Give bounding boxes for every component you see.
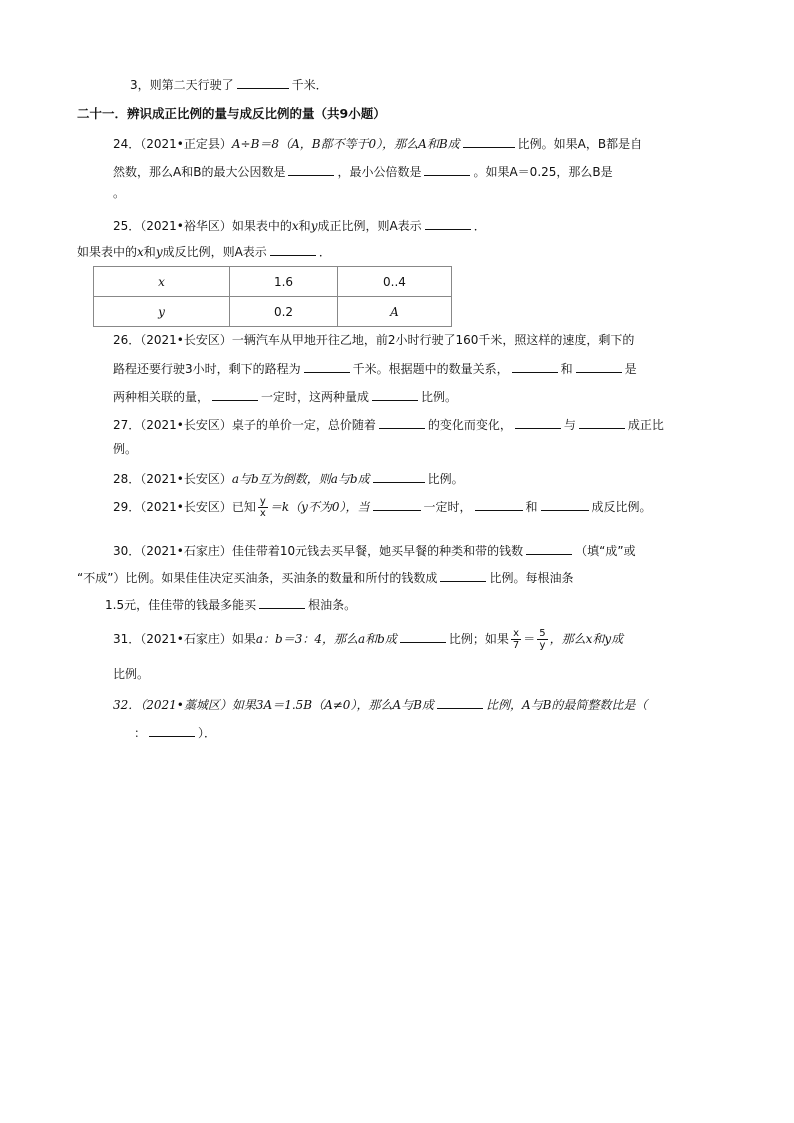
question-26-line-1: 26．（2021•长安区）一辆汽车从甲地开往乙地，前2小时行驶了160千米，照这样的速度，剩下的 xyxy=(113,333,635,347)
answer-blank[interactable] xyxy=(424,161,470,176)
answer-blank[interactable] xyxy=(475,496,523,511)
question-27-line-1: 27．（2021•长安区）桌子的单价一定，总价随着 的变化而变化， 与 成正比 xyxy=(113,414,664,433)
answer-blank[interactable] xyxy=(379,414,425,429)
answer-blank[interactable] xyxy=(541,496,589,511)
section-heading: 二十一．辨识成正比例的量与成反比例的量（共9小题） xyxy=(77,106,386,121)
answer-blank[interactable] xyxy=(440,567,486,582)
question-28-line: 28．（2021•长安区）a与b互为倒数，则a与b成 比例。 xyxy=(113,468,464,487)
question-30-line-2: “不成”）比例。如果佳佳决定买油条，买油条的数量和所付的钱数成 比例。每根油条 xyxy=(77,567,573,586)
answer-blank[interactable] xyxy=(425,215,471,230)
fraction-x-over-7: $\frac{x}{7}$ xyxy=(512,628,520,651)
answer-blank[interactable] xyxy=(237,74,289,89)
table-cell: 0..4 xyxy=(338,267,452,297)
question-31-line-2: 比例。 xyxy=(113,667,150,681)
answer-blank[interactable] xyxy=(463,133,515,148)
answer-blank[interactable] xyxy=(288,161,334,176)
answer-blank[interactable] xyxy=(373,496,421,511)
question-30-line-1: 30．（2021•石家庄）佳佳带着10元钱去买早餐，她买早餐的种类和带的钱数 （填“成”或 xyxy=(113,540,636,559)
answer-blank[interactable] xyxy=(270,241,316,256)
answer-blank[interactable] xyxy=(437,694,483,709)
question-24-line-2: 然数，那么A和B的最大公因数是 ，最小公倍数是 。如果A＝0.25，那么B是 xyxy=(113,161,613,180)
question-32-line-1: 32．（2021•藁城区）如果3A＝1.5B（A≠0），那么A与B成 比例，A与B的最简整数比是（ xyxy=(113,694,647,713)
table-cell: 1.6 xyxy=(230,267,338,297)
question-26-line-3: 两种相关联的量， 一定时，这两种量成 比例。 xyxy=(113,386,457,405)
answer-blank[interactable] xyxy=(304,358,350,373)
table-row xyxy=(94,297,452,327)
question-26-line-2: 路程还要行驶3小时，剩下的路程为 千米。根据题中的数量关系， 和 是 xyxy=(113,358,637,377)
answer-blank[interactable] xyxy=(576,358,622,373)
answer-blank[interactable] xyxy=(515,414,561,429)
table-cell: A xyxy=(338,297,452,327)
text-line: 3，则第二天行驶了 千米． xyxy=(130,74,328,93)
question-32-line-2: ： ）． xyxy=(134,722,216,741)
table-cell: 0.2 xyxy=(230,297,338,327)
question-29-line: 29．（2021•长安区）已知 $\frac{y}{x}$ ＝k（y不为0），当 一定时， 和 成反比例。 xyxy=(113,496,652,519)
fraction-y-over-x: $\frac{y}{x}$ xyxy=(259,496,266,519)
question-31-line-1: 31．（2021•石家庄）如果a：b＝3：4，那么a和b成 比例；如果 $\frac{x}{7}$ ＝ $\frac{5}{y}$ ，那么x和y成 xyxy=(113,628,624,651)
question-24-line-3: 。 xyxy=(113,186,126,200)
answer-blank[interactable] xyxy=(212,386,258,401)
answer-blank[interactable] xyxy=(400,628,446,643)
data-table xyxy=(93,266,452,327)
answer-blank[interactable] xyxy=(372,386,418,401)
question-30-line-3: 1.5元，佳佳带的钱最多能买 根油条。 xyxy=(105,594,356,613)
table-cell: x xyxy=(94,267,230,297)
question-27-line-2: 例。 xyxy=(113,442,138,456)
fraction-5-over-y: $\frac{5}{y}$ xyxy=(539,628,546,651)
answer-blank[interactable] xyxy=(149,722,195,737)
table-row xyxy=(94,267,452,297)
table-cell: y xyxy=(94,297,230,327)
question-25-line-2: 如果表中的x和y成反比例，则A表示 ． xyxy=(77,241,331,260)
answer-blank[interactable] xyxy=(579,414,625,429)
question-24-line-1: 24．（2021•正定县）A÷B＝8（A，B都不等于0），那么A和B成 比例。如果A，B都是自 xyxy=(113,133,642,152)
question-25-line-1: 25．（2021•裕华区）如果表中的x和y成正比例，则A表示 ． xyxy=(113,215,486,234)
answer-blank[interactable] xyxy=(259,594,305,609)
answer-blank[interactable] xyxy=(373,468,425,483)
answer-blank[interactable] xyxy=(526,540,572,555)
answer-blank[interactable] xyxy=(512,358,558,373)
